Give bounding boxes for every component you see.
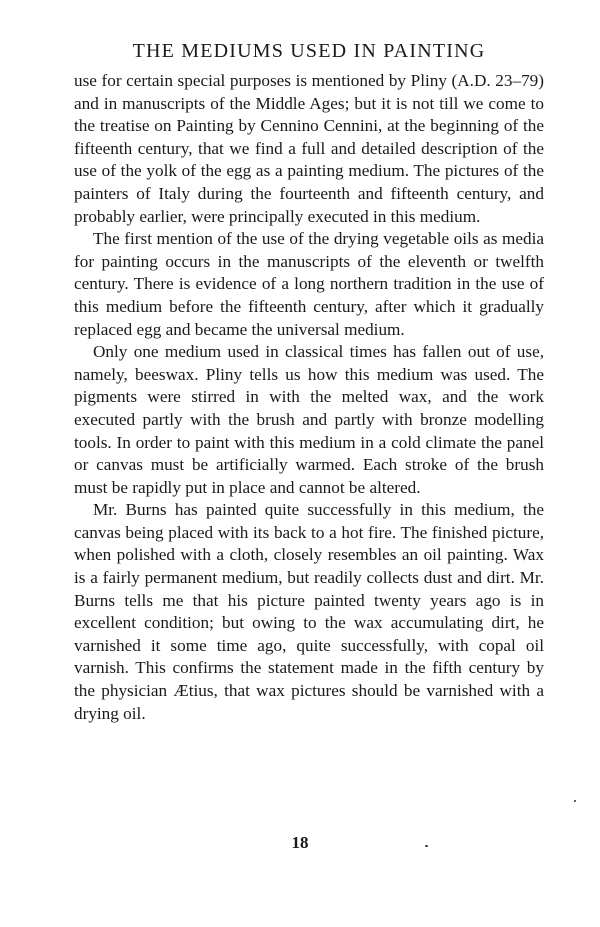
body-text <box>74 70 544 725</box>
running-title: THE MEDIUMS USED IN PAINTING <box>132 40 486 62</box>
paragraph-beeswax: Only one medium used in classical times has fallen out of use, namely, beeswax. Pliny tells us how this medium was used. The pigments were stirred in with the melted wax, and the work executed partly with the brush and partly with bronze modelling tools. In order to paint with this medium in a cold climate the panel or canvas must be artificially warmed. Each stroke of the brush must be rapidly put in place and cannot be altered. <box>74 342 544 497</box>
paragraph-mr-burns: Mr. Burns has painted quite successfully in this medium, the canvas being placed with its back to a hot fire. The finished picture, when polished with a cloth, closely resembles an oil painting. Wax is a fairly permanent medium, but readily collects dust and dirt. Mr. Burns tells me that his picture painted twenty years ago is in excellent condition; but owing to the wax accumulating dirt, he varnished it some time ago, quite successfully, with copal oil varnish. This confirms the statement made in the fifth century by the physician Ætius, that wax pictures should be varnished with a drying oil. <box>74 500 544 723</box>
print-speck <box>425 845 428 847</box>
print-speck <box>574 800 576 802</box>
paragraph-continuation: use for certain special purposes is mentioned by Pliny (A.D. 23–79) and in manuscripts of the Middle Ages; but it is not till we come to the treatise on Painting by Cennino Cennini, at the beginning of the fifteenth century, that we find a full and detailed description of the use of the yolk of the egg as a painting medium. The pictures of the painters of Italy during the fourteenth and fifteenth century, and probably earlier, were principally executed in this medium. <box>74 71 544 226</box>
paragraph-drying-oils: The first mention of the use of the drying vegetable oils as media for painting occurs in the manuscripts of the eleventh or twelfth century. There is evidence of a long northern tradition in the use of this medium before the fifteenth century, after which it gradually replaced egg and became the universal medium. <box>74 229 544 339</box>
page-number: 18 <box>291 833 309 852</box>
page-content <box>74 38 544 725</box>
